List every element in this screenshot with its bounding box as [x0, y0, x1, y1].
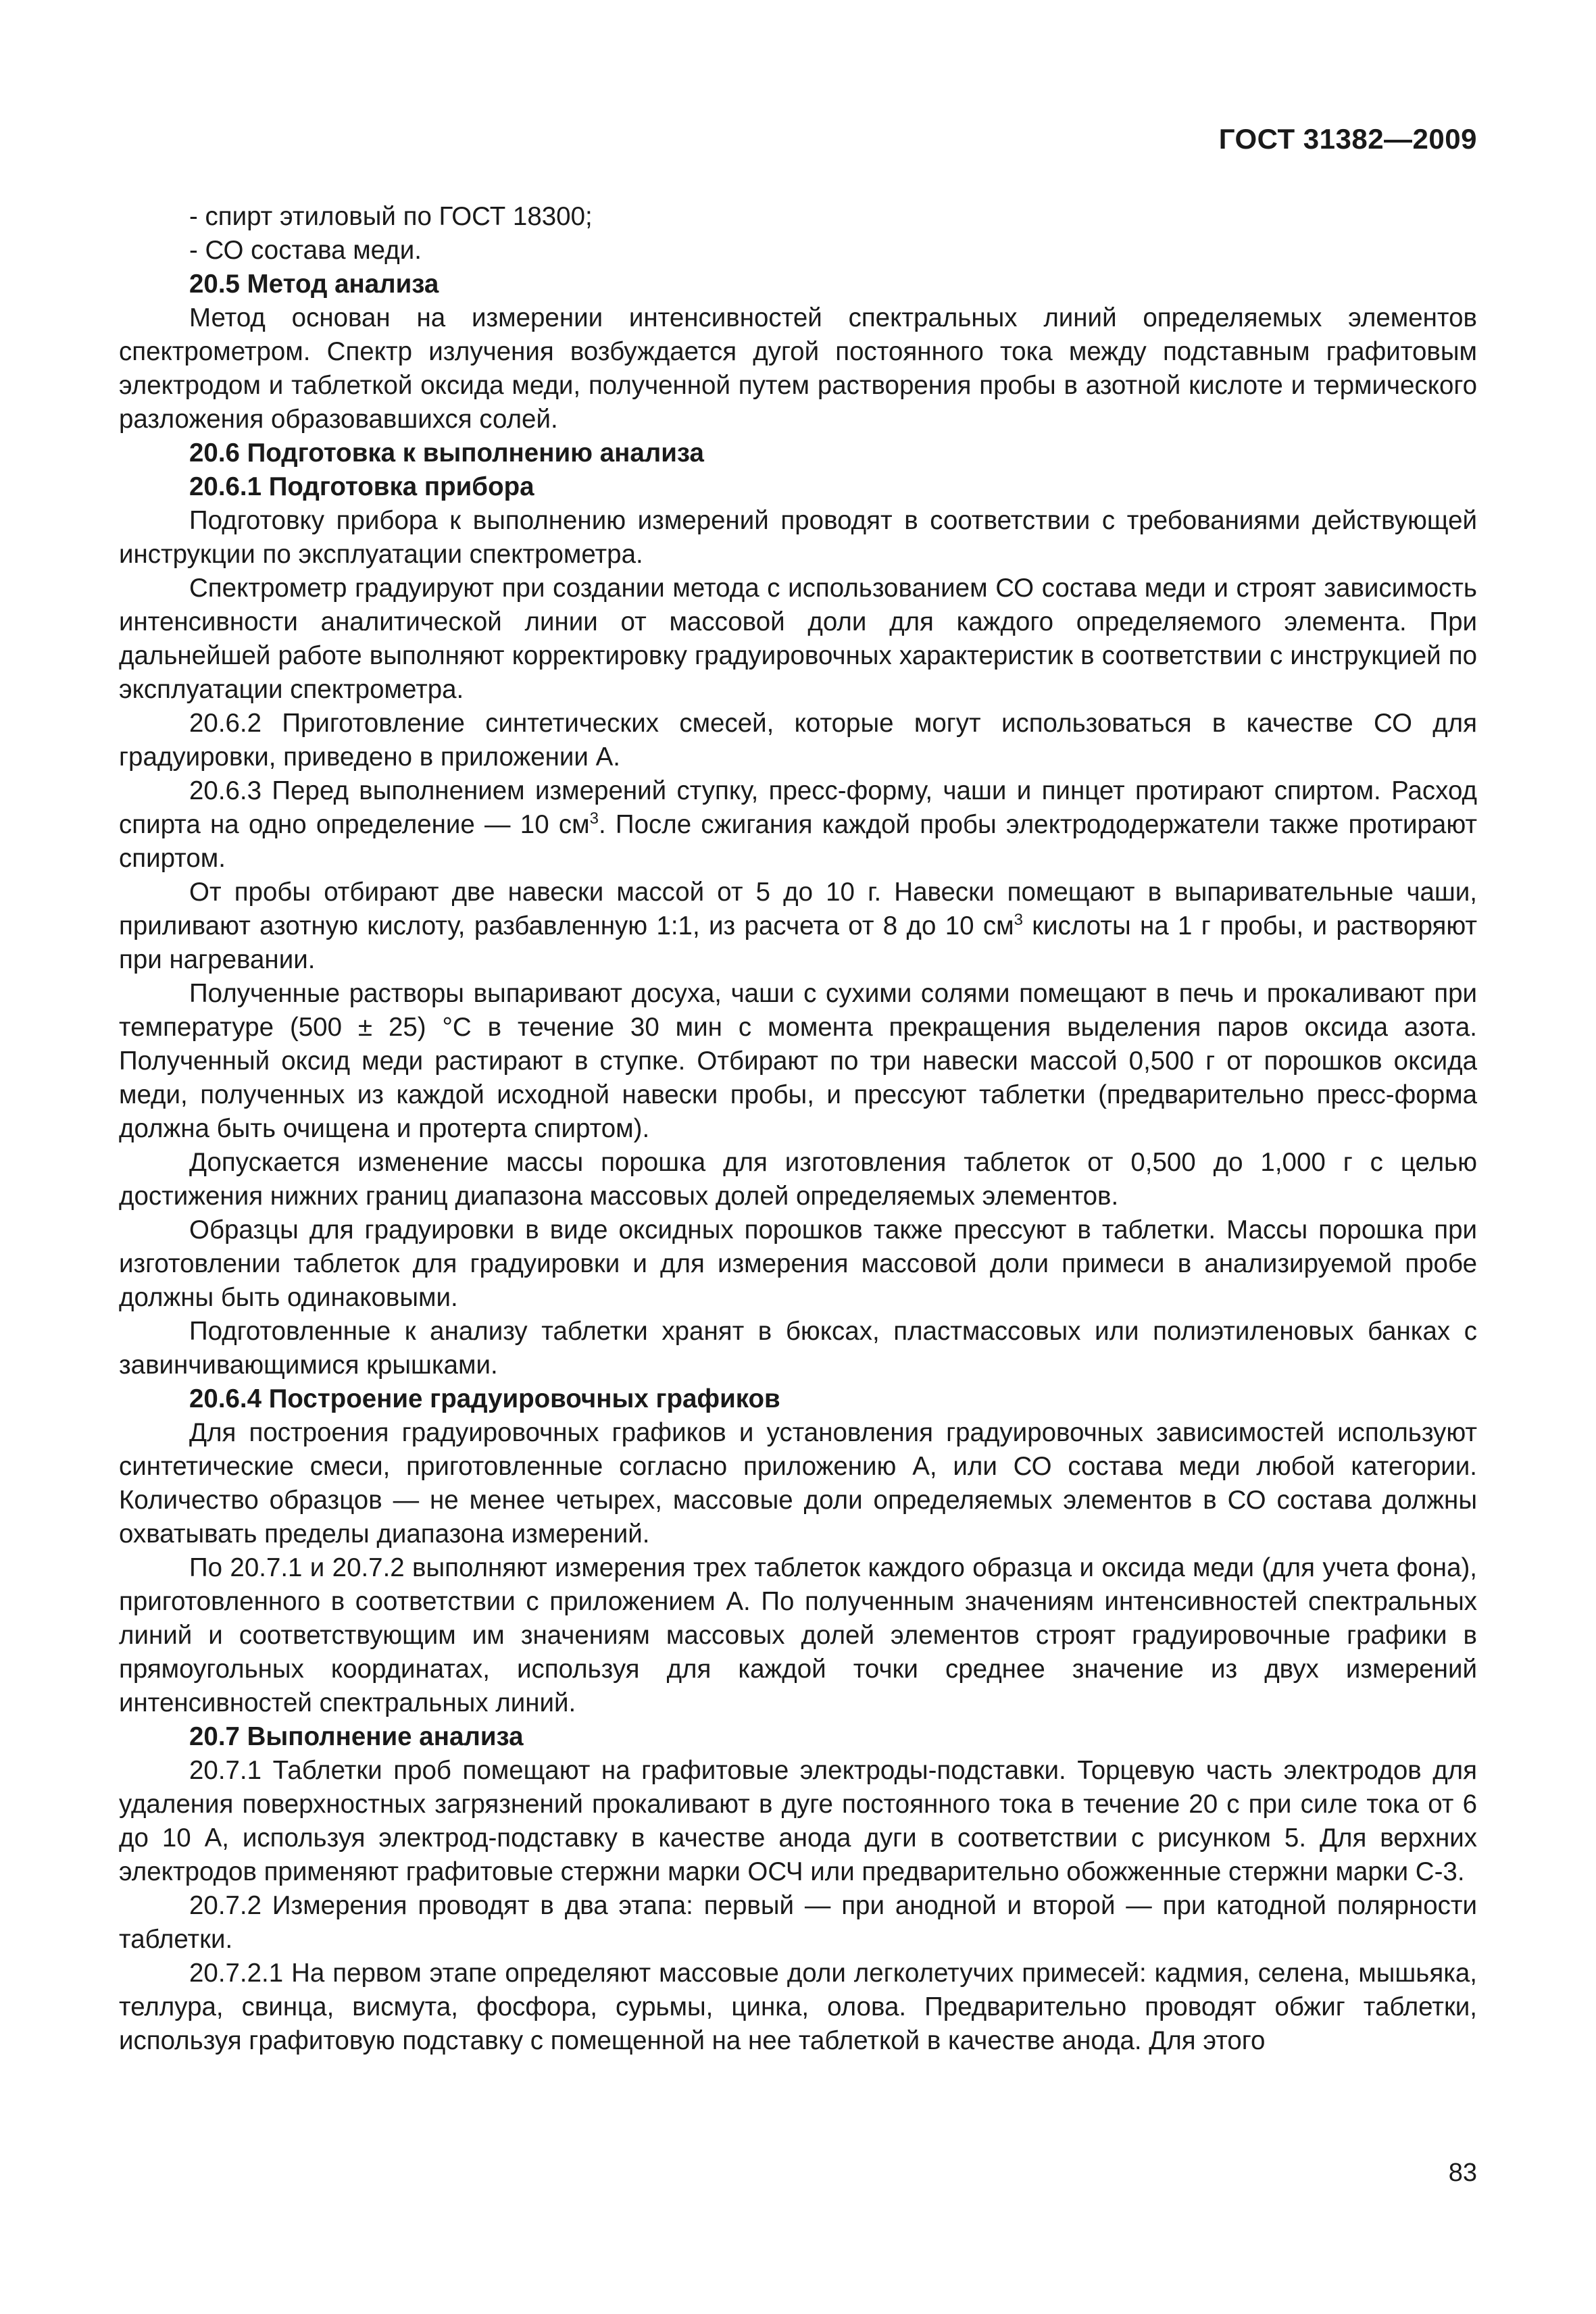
paragraph: 20.7.2 Измерения проводят в два этапа: первый — при анодной и второй — при катодной полярности таблетки. — [119, 1891, 1477, 1954]
paragraph: 20.7.1 Таблетки проб помещают на графитовые электроды-подставки. Торцевую часть электродов для удаления поверхностных загрязнений прокаливают в дуге постоянного тока в течение 20 с при силе тока от 6 до 10 А, используя электрод-подставку в качестве анода дуги в соответствии с рисунком 5. Для верхних электродов применяют графитовые стержни марки ОСЧ или предварительно обожженные стержни марки С-3. — [119, 1756, 1477, 1886]
paragraph: Подготовленные к анализу таблетки хранят в бюксах, пластмассовых или полиэтиленовых банках с завинчивающимися крышками. — [119, 1317, 1477, 1380]
paragraph: 20.7.2.1 На первом этапе определяют массовые доли легколетучих примесей: кадмия, селена, мышьяка, теллура, свинца, висмута, фосфора, сурьмы, цинка, олова. Предварительно проводят обжиг таблетки, используя графитовую подставку с помещенной на нее таблеткой в качестве анода. Для этого — [119, 1959, 1477, 2055]
section-heading: 20.5 Метод анализа — [189, 270, 439, 299]
paragraph-text: От пробы отбирают две навески массой от 5 до 10 г. Навески помещают в выпаривательные чаши, приливают азотную кислоту, разбавленную 1:1, из расчета от 8 до 10 см — [119, 878, 1477, 940]
page-number: 83 — [1448, 2159, 1477, 2187]
paragraph: Образцы для градуировки в виде оксидных порошков также прессуют в таблетки. Массы порошка при изготовлении таблеток для градуировки и для измерения массовой доли примеси в анализируемой пробе должны быть одинаковыми. — [119, 1215, 1477, 1312]
list-item: - СО состава меди. — [189, 236, 422, 265]
paragraph: Для построения градуировочных графиков и установления градуировочных зависимостей используют синтетические смеси, приготовленные согласно приложению А, или СО состава меди любой категории. Количество образцов — не менее четырех, массовые доли определяемых элементов в СО состава должны охватывать пределы диапазона измерений. — [119, 1418, 1477, 1549]
paragraph — [119, 876, 1477, 977]
document-body — [119, 200, 1477, 2058]
paragraph: Спектрометр градуируют при создании метода с использованием СО состава меди и строят зависимость интенсивности аналитической линии от массовой доли для каждого определяемого элемента. При дальнейшей работе выполняют корректировку градуировочных характеристик в соответствии с инструкцией по эксплуатации спектрометра. — [119, 574, 1477, 704]
standard-designation: ГОСТ 31382—2009 — [1218, 123, 1477, 155]
paragraph-text: . После сжигания каждой пробы электрододержатели также протирают спиртом. — [119, 810, 1477, 873]
subsection-heading: 20.6.1 Подготовка прибора — [189, 472, 534, 501]
paragraph: Метод основан на измерении интенсивностей спектральных линий определяемых элементов спектрометром. Спектр излучения возбуждается дугой постоянного тока между подставным графитовым электродом и таблеткой оксида меди, полученной путем растворения пробы в азотной кислоте и термического разложения образовавшихся солей. — [119, 303, 1477, 434]
paragraph: По 20.7.1 и 20.7.2 выполняют измерения трех таблеток каждого образца и оксида меди (для учета фона), приготовленного в соответствии с приложением А. По полученным значениям интенсивностей спектральных линий и соответствующим им значениям массовых долей элементов строят градуировочные графики в прямоугольных координатах, используя для каждой точки среднее значение из двух измерений интенсивностей спектральных линий. — [119, 1553, 1477, 1717]
paragraph: Подготовку прибора к выполнению измерений проводят в соответствии с требованиями действующей инструкции по эксплуатации спектрометра. — [119, 506, 1477, 569]
superscript: 3 — [589, 809, 599, 828]
paragraph: Допускается изменение массы порошка для изготовления таблеток от 0,500 до 1,000 г с целью достижения нижних границ диапазона массовых долей определяемых элементов. — [119, 1148, 1477, 1211]
superscript: 3 — [1014, 911, 1023, 930]
list-item: - спирт этиловый по ГОСТ 18300; — [189, 202, 593, 231]
section-heading: 20.6 Подготовка к выполнению анализа — [189, 438, 704, 468]
paragraph: 20.6.2 Приготовление синтетических смесей, которые могут использоваться в качестве СО для градуировки, приведено в приложении А. — [119, 709, 1477, 772]
section-heading: 20.7 Выполнение анализа — [189, 1722, 524, 1751]
subsection-heading: 20.6.4 Построение градуировочных графиков — [189, 1384, 780, 1413]
paragraph-text: 20.6.3 Перед выполнением измерений ступку, пресс-форму, чаши и пинцет протирают спиртом. Расход спирта на одно определение — 10 см — [119, 776, 1477, 839]
paragraph — [119, 774, 1477, 876]
paragraph-text: кислоты на 1 г пробы, и растворяют при нагревании. — [119, 911, 1477, 974]
paragraph: Полученные растворы выпаривают досуха, чаши с сухими солями помещают в печь и прокаливают при температуре (500 ± 25) °С в течение 30 мин с момента прекращения выделения паров оксида азота. Полученный оксид меди растирают в ступке. Отбирают по три навески массой 0,500 г от порошков оксида меди, полученных из каждой исходной навески пробы, и прессуют таблетки (предварительно пресс-форма должна быть очищена и протерта спиртом). — [119, 979, 1477, 1143]
